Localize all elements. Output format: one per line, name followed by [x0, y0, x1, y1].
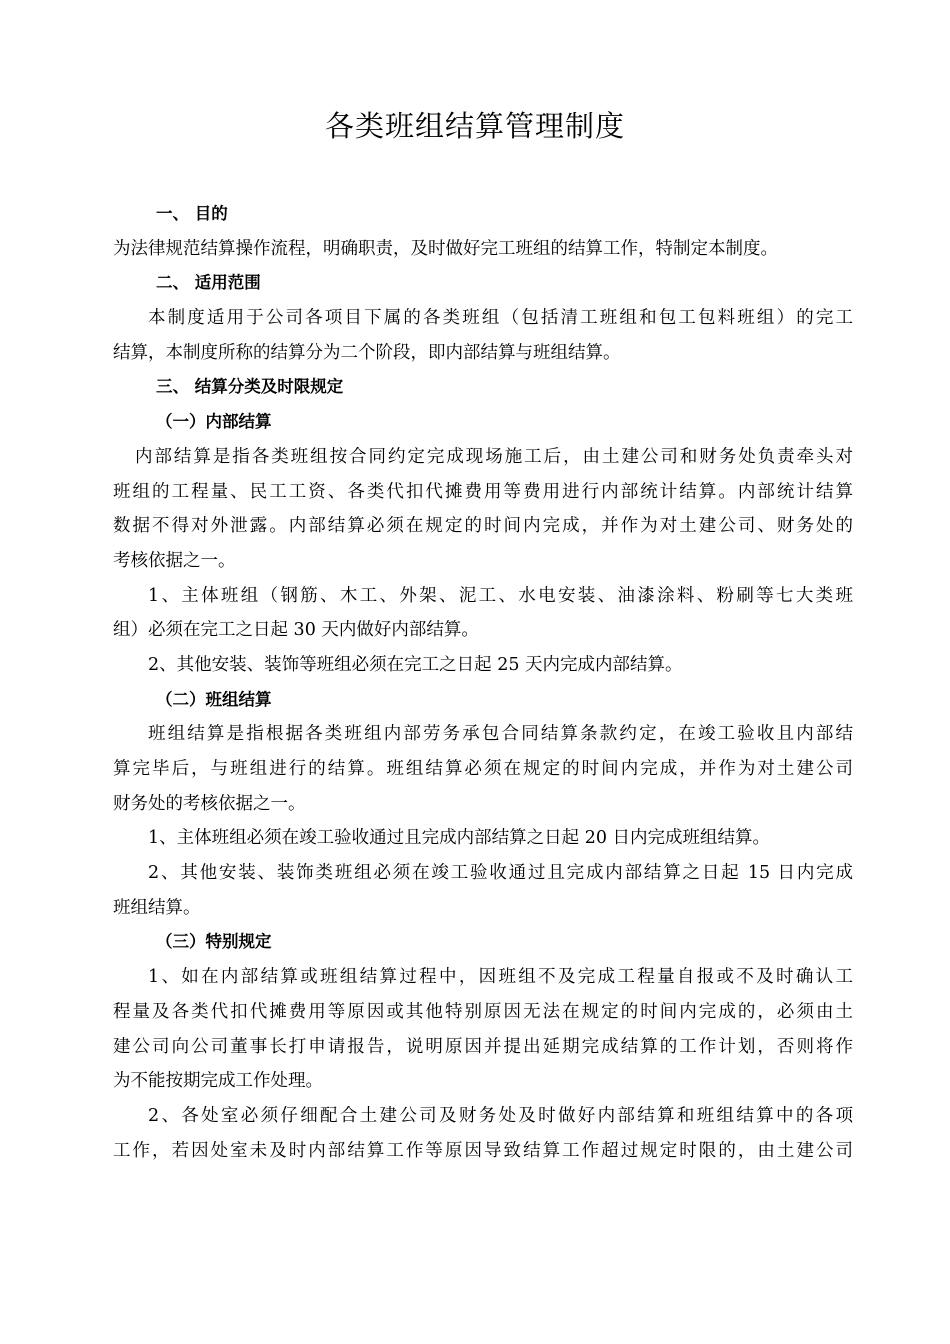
paragraph-line: 建公司向公司董事长打申请报告，说明原因并提出延期完成结算的工作计划，否则将作: [113, 1036, 853, 1057]
paragraph-line: 组）必须在完工之日起 30 天内做好内部结算。: [113, 620, 479, 641]
paragraph-line: 算完毕后，与班组进行的结算。班组结算必须在规定的时间内完成，并作为对土建公司: [113, 759, 853, 779]
section-heading-purpose: 一、 目的: [156, 204, 228, 223]
paragraph-line: 为不能按期完成工作处理。: [113, 1071, 323, 1092]
paragraph-line: 班组结算是指根据各类班组内部劳务承包合同结算条款约定，在竣工验收且内部结: [148, 724, 853, 745]
paragraph-line: 工作，若因处室未及时内部结算工作等原因导致结算工作超过规定时限的，由土建公司: [113, 1140, 853, 1161]
paragraph-line: 数据不得对外泄露。内部结算必须在规定的时间内完成，并作为对土建公司、财务处的: [113, 516, 853, 537]
paragraph-line: 班组结算。: [113, 897, 201, 918]
document-body: [113, 197, 853, 1168]
paragraph-line: 为法律规范结算操作流程，明确职责，及时做好完工班组的结算工作，特制定本制度。: [113, 238, 778, 259]
paragraph-line: 2、各处室必须仔细配合土建公司及财务处及时做好内部结算和班组结算中的各项: [148, 1105, 853, 1126]
subsection-heading-internal: （一）内部结算: [156, 412, 272, 432]
document-title: 各类班组结算管理制度: [324, 109, 625, 143]
paragraph-line: 本制度适用于公司各项目下属的各类班组（包括清工班组和包工包料班组）的完工: [148, 308, 853, 329]
paragraph-line: 班组的工程量、民工工资、各类代扣代摊费用等费用进行内部统计结算。内部统计结算: [113, 481, 853, 502]
paragraph-line: 1、主体班组必须在竣工验收通过且完成内部结算之日起 20 日内完成班组结算。: [148, 828, 771, 849]
subsection-heading-special: （三）特别规定: [156, 932, 272, 952]
paragraph-line: 2、其他安装、装饰类班组必须在竣工验收通过且完成内部结算之日起 15 日内完成: [148, 863, 853, 884]
paragraph-line: 1、主体班组（钢筋、木工、外架、泥工、水电安装、油漆涂料、粉刷等七大类班: [148, 585, 853, 606]
paragraph-line: 程量及各类代扣代摊费用等原因或其他特别原因无法在规定的时间内完成的，必须由土: [113, 1001, 853, 1022]
paragraph-line: 财务处的考核依据之一。: [113, 793, 306, 814]
section-heading-scope: 二、 适用范围: [156, 273, 261, 293]
paragraph-line: 结算，本制度所称的结算分为二个阶段，即内部结算与班组结算。: [113, 342, 621, 363]
section-heading-classification: 三、 结算分类及时限规定: [156, 377, 344, 397]
paragraph-line: 1、如在内部结算或班组结算过程中，因班组不及完成工程量自报或不及时确认工: [148, 967, 853, 988]
paragraph-line: 考核依据之一。: [113, 550, 236, 571]
subsection-heading-team: （二）班组结算: [156, 689, 272, 709]
paragraph-line: 2、其他安装、装饰等班组必须在完工之日起 25 天内完成内部结算。: [148, 654, 683, 675]
paragraph-line: 内部结算是指各类班组按合同约定完成现场施工后，由土建公司和财务处负责牵头对: [135, 446, 853, 467]
